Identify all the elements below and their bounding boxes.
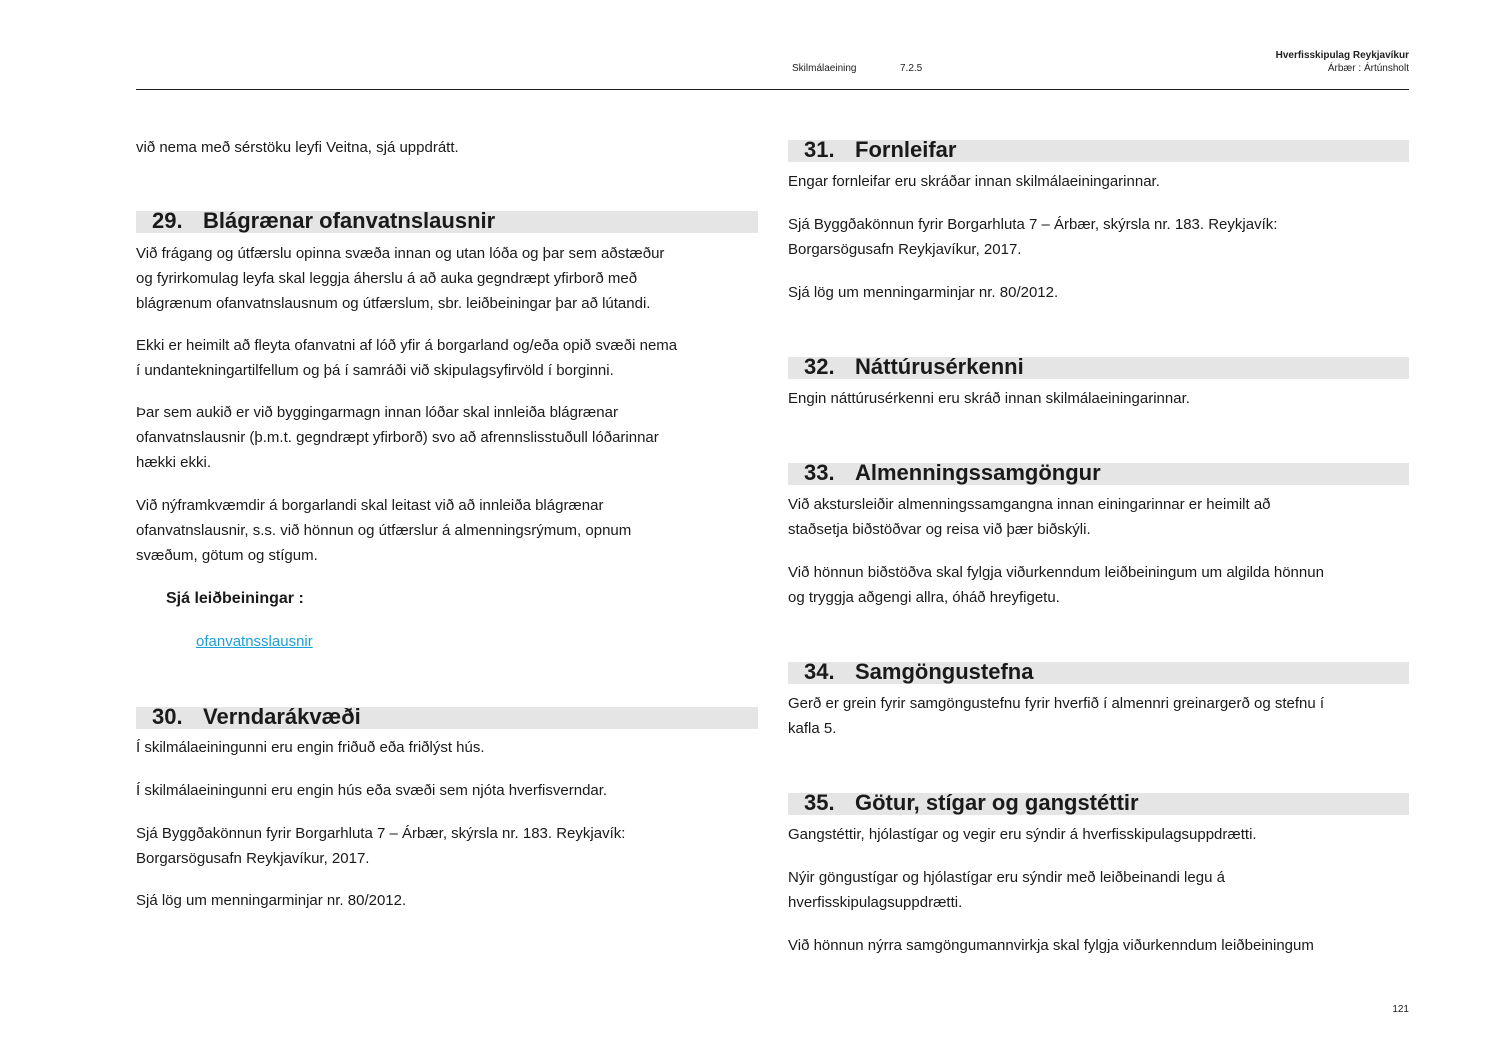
paragraph — [136, 778, 607, 803]
paragraph — [136, 493, 631, 568]
paragraph-line: Við frágang og útfærslu opinna svæða innan og utan lóða og þar sem aðstæður — [136, 245, 665, 262]
paragraph-line: í undantekningartilfellum og þá í samráði við skipulagsyfirvöld í borginni. — [136, 362, 614, 379]
paragraph — [788, 560, 1324, 610]
section-number: 32. — [804, 354, 835, 379]
paragraph — [136, 241, 664, 316]
document-title: Hverfisskipulag Reykjavíkur — [1275, 50, 1409, 61]
paragraph — [788, 212, 1277, 262]
paragraph-line: við nema með sérstöku leyfi Veitna, sjá uppdrátt. — [136, 139, 459, 156]
section-number: 34. — [804, 659, 835, 684]
section-title: Blágrænar ofanvatnslausnir — [203, 208, 496, 233]
section-title: Almenningssamgöngur — [855, 460, 1101, 485]
guidelines-label: Sjá leiðbeiningar : — [166, 590, 304, 607]
paragraph-line: staðsetja biðstöðvar og reisa við þær biðskýli. — [788, 521, 1091, 538]
paragraph-line: Nýir göngustígar og hjólastígar eru sýndir með leiðbeinandi legu á — [788, 869, 1225, 886]
section-heading — [136, 704, 758, 729]
paragraph-line: og tryggja aðgengi allra, óháð hreyfigetu. — [788, 589, 1060, 606]
paragraph — [788, 822, 1257, 847]
paragraph-line: Engin náttúrusérkenni eru skráð innan skilmálaeiningarinnar. — [788, 390, 1190, 407]
paragraph-line: og fyrirkomulag leyfa skal leggja áherslu á að auka gegndræpt yfirborð með — [136, 270, 638, 287]
paragraph — [788, 933, 1314, 958]
paragraph-line: Við akstursleiðir almenningssamgangna innan einingarinnar er heimilt að — [788, 496, 1271, 513]
paragraph-line: Sjá lög um menningarminjar nr. 80/2012. — [136, 892, 407, 909]
paragraph-line: blágrænum ofanvatnslausnum og útfærslum, sbr. leiðbeiningar þar að lútandi. — [136, 295, 651, 312]
paragraph-line: Við hönnun nýrra samgöngumannvirkja skal fylgja viðurkenndum leiðbeiningum — [788, 937, 1314, 954]
paragraph-line: Sjá Byggðakönnun fyrir Borgarhluta 7 – Árbær, skýrsla nr. 183. Reykjavík: — [136, 825, 626, 842]
paragraph — [788, 386, 1190, 411]
paragraph — [136, 821, 625, 871]
section-heading — [788, 659, 1409, 684]
section-heading — [788, 460, 1409, 485]
page-number: 121 — [1392, 1004, 1409, 1015]
paragraph — [136, 135, 459, 160]
section-heading — [788, 790, 1409, 815]
paragraph-line: Gerð er grein fyrir samgöngustefnu fyrir hverfið í almennri greinargerð og stefnu í — [788, 695, 1325, 712]
paragraph-line: Gangstéttir, hjólastígar og vegir eru sýndir á hverfisskipulagsuppdrætti. — [788, 826, 1257, 843]
paragraph-line: ofanvatnslausnir, s.s. við hönnun og útfærslur á almenningsrýmum, opnum — [136, 522, 632, 539]
section-number: 35. — [804, 790, 835, 815]
paragraph-line: Borgarsögusafn Reykjavíkur, 2017. — [136, 850, 370, 867]
paragraph — [788, 280, 1058, 305]
section-number: 7.2.5 — [900, 63, 923, 74]
paragraph-line: Ekki er heimilt að fleyta ofanvatni af lóð yfir á borgarland og/eða opið svæði nema — [136, 337, 678, 354]
header-divider — [136, 89, 1409, 90]
paragraph — [136, 333, 677, 383]
guidelines-link[interactable]: ofanvatnsslausnir — [196, 633, 313, 650]
section-title: Götur, stígar og gangstéttir — [855, 790, 1139, 815]
paragraph-line: Í skilmálaeiningunni eru engin hús eða svæði sem njóta hverfisverndar. — [136, 782, 608, 799]
paragraph-line: Engar fornleifar eru skráðar innan skilmálaeiningarinnar. — [788, 173, 1160, 190]
section-label: Skilmálaeining — [792, 63, 857, 74]
paragraph-line: ofanvatnslausnir (þ.m.t. gegndræpt yfirborð) svo að afrennslisstuðull lóðarinnar — [136, 429, 659, 446]
paragraph-line: Þar sem aukið er við byggingarmagn innan lóðar skal innleiða blágrænar — [136, 404, 618, 421]
section-heading — [788, 137, 1409, 162]
section-number: 31. — [804, 137, 835, 162]
paragraph-line: Sjá lög um menningarminjar nr. 80/2012. — [788, 284, 1059, 301]
paragraph-line: hækki ekki. — [136, 454, 212, 471]
section-title: Náttúrusérkenni — [855, 354, 1024, 379]
paragraph-line: Borgarsögusafn Reykjavíkur, 2017. — [788, 241, 1022, 258]
paragraph — [788, 691, 1324, 741]
section-heading — [788, 354, 1409, 379]
section-title: Fornleifar — [855, 137, 957, 162]
paragraph-line: svæðum, götum og stígum. — [136, 547, 318, 564]
paragraph-line: Við hönnun biðstöðva skal fylgja viðurkenndum leiðbeiningum um algilda hönnun — [788, 564, 1324, 581]
paragraph — [788, 865, 1225, 915]
paragraph — [788, 492, 1271, 542]
section-title: Samgöngustefna — [855, 659, 1034, 684]
paragraph — [136, 735, 485, 760]
paragraph — [136, 888, 406, 913]
paragraph-line: hverfisskipulagsuppdrætti. — [788, 894, 963, 911]
document-subtitle: Árbær : Ártúnsholt — [1327, 63, 1409, 74]
paragraph-line: Við nýframkvæmdir á borgarlandi skal leitast við að innleiða blágrænar — [136, 497, 604, 514]
section-title: Verndarákvæði — [203, 704, 361, 729]
paragraph — [136, 400, 659, 475]
paragraph-line: Sjá Byggðakönnun fyrir Borgarhluta 7 – Árbær, skýrsla nr. 183. Reykjavík: — [788, 216, 1278, 233]
section-number: 30. — [152, 704, 183, 729]
paragraph-line: Í skilmálaeiningunni eru engin friðuð eða friðlýst hús. — [136, 739, 485, 756]
section-number: 29. — [152, 208, 183, 233]
section-number: 33. — [804, 460, 835, 485]
paragraph — [788, 169, 1160, 194]
paragraph-line: kafla 5. — [788, 720, 837, 737]
section-heading — [136, 208, 758, 233]
